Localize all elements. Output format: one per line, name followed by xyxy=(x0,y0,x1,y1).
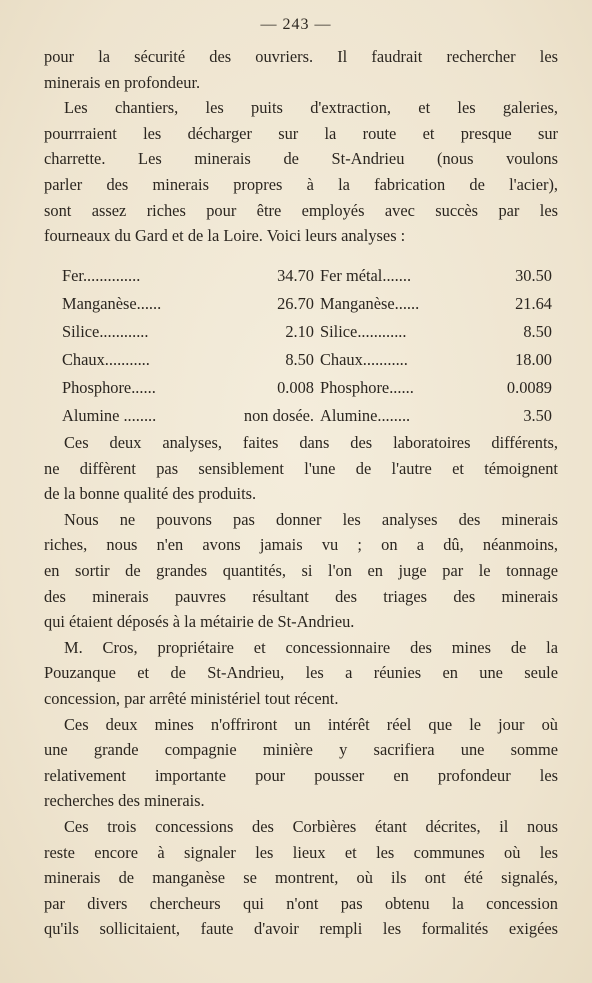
analysis-row xyxy=(62,290,552,318)
analysis-row xyxy=(62,346,552,374)
text-line: recherches des minerais. xyxy=(44,791,205,811)
analysis-row xyxy=(62,262,552,290)
text-line: de la bonne qualité des produits. xyxy=(44,484,257,504)
analysis-right-element: Manganèse...... xyxy=(320,294,420,313)
text-line: charrette. Les minerais de St-Andrieu (nous voulons xyxy=(44,149,558,169)
text-line: Les chantiers, les puits d'extraction, et les galeries, xyxy=(64,98,558,118)
text-line: Ces trois concessions des Corbières étant décrites, il nous xyxy=(64,816,558,836)
text-line: qui étaient déposés à la métairie de St-Andrieu. xyxy=(44,612,355,632)
analysis-right-value: 30.50 xyxy=(515,266,552,285)
analysis-left-element: Chaux........... xyxy=(62,350,150,369)
analysis-right-value: 0.0089 xyxy=(506,378,552,397)
analysis-left-value: 2.10 xyxy=(285,322,314,341)
analysis-left-value: 34.70 xyxy=(277,266,314,285)
analysis-right-element: Phosphore...... xyxy=(320,378,414,397)
text-line: concession, par arrêté ministériel tout récent. xyxy=(44,688,339,708)
text-line: Ces deux analyses, faites dans des laboratoires différents, xyxy=(64,433,558,452)
text-line: Nous ne pouvons pas donner les analyses des minerais xyxy=(64,509,558,529)
text-line: reste encore à signaler les lieux et les communes où les xyxy=(44,842,558,862)
text-line: par divers chercheurs qui n'ont pas obtenu la concession xyxy=(44,893,558,913)
text-line: des minerais pauvres résultant des triages des minerais xyxy=(44,586,558,606)
analysis-left-value: 26.70 xyxy=(277,294,314,313)
analysis-right-element: Silice............ xyxy=(320,322,407,341)
analysis-right-element: Fer métal....... xyxy=(320,266,412,285)
analysis-right-value: 8.50 xyxy=(523,322,552,341)
analysis-left-element: Manganèse...... xyxy=(62,294,162,313)
text-line: pourrraient les décharger sur la route et presque sur xyxy=(44,123,558,143)
analysis-left-value: 8.50 xyxy=(285,350,314,369)
text-line: relativement importante pour pousser en profondeur les xyxy=(44,765,558,785)
analysis-left-element: Fer.............. xyxy=(62,266,141,285)
text-line: M. Cros, propriétaire et concessionnaire des mines de la xyxy=(64,637,558,657)
analysis-right-value: 18.00 xyxy=(515,350,552,369)
analysis-right-element: Alumine........ xyxy=(320,406,411,425)
text-block-intro xyxy=(44,44,558,249)
analyses-table xyxy=(62,262,552,430)
analysis-right-value: 3.50 xyxy=(523,406,552,425)
text-line: Ces deux mines n'offriront un intérêt réel que le jour où xyxy=(64,714,558,734)
analysis-row xyxy=(62,402,552,430)
text-line: minerais en profondeur. xyxy=(44,72,201,92)
analysis-left-element: Alumine ........ xyxy=(62,406,157,425)
text-line: qu'ils sollicitaient, faute d'avoir rempli les formalités exigées xyxy=(44,919,558,939)
text-line: riches, nous n'en avons jamais vu ; on a dû, néanmoins, xyxy=(44,535,558,555)
text-line: en sortir de grandes quantités, si l'on en juge par le tonnage xyxy=(44,560,558,580)
text-line: fourneaux du Gard et de la Loire. Voici leurs analyses : xyxy=(44,226,406,246)
text-block-main xyxy=(44,430,558,942)
text-line: sont assez riches pour être employés avec succès par les xyxy=(44,200,558,220)
analysis-row xyxy=(62,318,552,346)
text-line: minerais de manganèse se montrent, où ils ont été signalés, xyxy=(44,868,558,888)
analysis-left-value: 0.008 xyxy=(277,378,314,397)
text-line: parler des minerais propres à la fabrication de l'acier), xyxy=(44,174,558,194)
analysis-left-value: non dosée. xyxy=(243,406,314,425)
analysis-left-element: Silice............ xyxy=(62,322,149,341)
page-number: — 243 — xyxy=(260,16,332,33)
analysis-right-value: 21.64 xyxy=(515,294,552,313)
text-line: ne diffèrent pas sensiblement l'une de l'autre et témoignent xyxy=(44,458,558,478)
analysis-left-element: Phosphore...... xyxy=(62,378,156,397)
analysis-right-element: Chaux........... xyxy=(320,350,408,369)
text-line: pour la sécurité des ouvriers. Il faudrait rechercher les xyxy=(44,47,558,66)
text-line: Pouzanque et de St-Andrieu, les a réunies en une seule xyxy=(44,663,558,683)
analysis-row xyxy=(62,374,552,402)
text-line: une grande compagnie minière y sacrifiera une somme xyxy=(44,740,558,760)
